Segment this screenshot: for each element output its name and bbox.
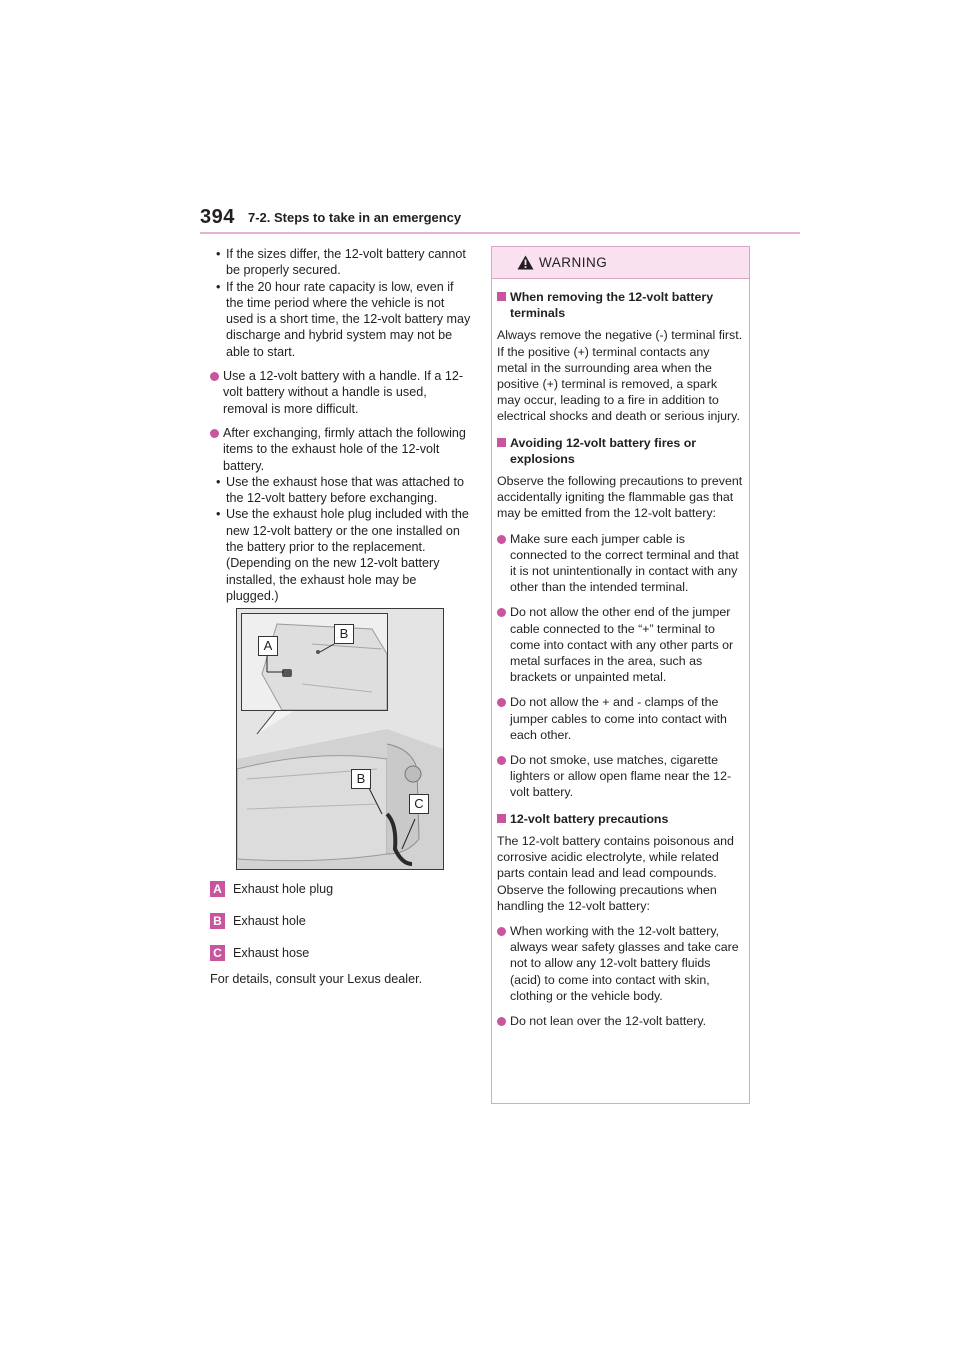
bullet-sub-text: Use the exhaust hose that was attached to the 12-volt battery before exchanging. — [226, 474, 465, 506]
warning-triangle-icon — [517, 255, 534, 270]
bullet-dot-icon — [497, 1017, 506, 1026]
warning-bullet — [497, 1013, 743, 1029]
legend-text: Exhaust hole plug — [233, 882, 334, 896]
legend-text: Exhaust hole — [233, 914, 306, 928]
warning-bullet-text: Do not allow the + and - clamps of the jumper cables to come into contact with each other. — [510, 695, 727, 742]
footer-note: For details, consult your Lexus dealer. — [210, 972, 423, 986]
warning-bullet — [497, 694, 743, 743]
warning-header — [492, 247, 749, 279]
warning-bullet-text: Make sure each jumper cable is connected to the correct terminal and that it is not unintentionally in contact with any other than the intended terminal. — [510, 531, 739, 595]
warning-body — [492, 279, 749, 1029]
warning-bullet — [497, 604, 743, 685]
bullet-dot-icon — [210, 429, 219, 438]
intro-sub-text: If the sizes differ, the 12-volt battery cannot be properly secured. — [226, 247, 466, 278]
warning-bullet — [497, 923, 743, 1004]
legend-key: B — [210, 913, 225, 929]
intro-sub-text: If the 20 hour rate capacity is low, even if the time period where the vehicle is not used is a short time, the 12-volt battery may discharge and hybrid system may not be able to start. — [226, 279, 471, 359]
warning-bullet — [497, 752, 743, 801]
callout-a: A — [258, 636, 278, 656]
bullet-sub-text: Use the exhaust hole plug included with the new 12-volt battery or the one installed on the battery prior to the replacement. (Depending on the new 12-volt battery installed, the exhaust hole may be plugged.) — [226, 507, 469, 603]
warning-bullet-text: Do not smoke, use matches, cigarette lighters or allow open flame near the 12-volt battery. — [510, 753, 732, 800]
bullet-item — [210, 368, 472, 417]
square-bullet-icon — [497, 292, 506, 301]
warning-paragraph: Observe the following precautions to prevent accidentally igniting the flammable gas that may be emitted from the 12-volt battery: — [497, 474, 743, 521]
callout-b: B — [351, 769, 371, 789]
warning-bullet-text: When working with the 12-volt battery, always wear safety glasses and take care not to allow any 12-volt battery fluids (acid) to come into contact with skin, clothing or the vehicle body. — [510, 923, 739, 1003]
square-bullet-icon — [497, 814, 506, 823]
warning-heading-text: 12-volt battery precautions — [510, 811, 669, 826]
bullet-text: Use a 12-volt battery with a handle. If a 12-volt battery without a handle is used, removal is more difficult. — [223, 369, 464, 416]
bullet-sub-item: • Use the exhaust hose that was attached to the 12-volt battery before exchanging. — [216, 474, 465, 506]
warning-heading — [497, 811, 743, 827]
bullet-text: After exchanging, firmly attach the following items to the exhaust hole of the 12-volt battery. — [223, 425, 466, 473]
callout-c: C — [409, 794, 429, 814]
intro-sub-item: • If the sizes differ, the 12-volt battery cannot be properly secured. — [216, 247, 466, 278]
battery-illustration — [236, 608, 444, 870]
left-column — [210, 246, 472, 604]
bullet-dot-icon — [497, 927, 506, 936]
warning-heading — [497, 289, 743, 321]
warning-heading-text: Avoiding 12-volt battery fires or explosions — [510, 435, 697, 466]
detail-inset — [241, 613, 388, 711]
legend-key: C — [210, 945, 225, 961]
warning-heading-text: When removing the 12-volt battery terminals — [510, 290, 714, 321]
bullet-sub-item: • Use the exhaust hole plug included with the new 12-volt battery or the one installed on the battery prior to the replacement. (Depending on the new 12-volt battery installed, the exhaust hole may be plugged.) — [216, 507, 469, 603]
warning-bullet-text: Do not allow the other end of the jumper cable connected to the “+” terminal to come into contact with any other parts or metal surfaces in the area, such as brackets or unpainted metal. — [510, 605, 734, 685]
warning-heading — [497, 435, 743, 467]
bullet-dot-icon — [497, 756, 506, 765]
header-rule — [200, 232, 800, 234]
intro-sub-item: • If the 20 hour rate capacity is low, even if the time period where the vehicle is not used is a short time, the 12-volt battery may discharge and hybrid system may not be able to start. — [216, 279, 471, 359]
page-number: 394 — [200, 206, 235, 228]
bullet-dot-icon — [497, 608, 506, 617]
square-bullet-icon — [497, 438, 506, 447]
warning-paragraph: The 12-volt battery contains poisonous and corrosive acidic electrolyte, while related parts contain lead and lead compounds. Observe the following precautions when handling the 12-volt battery: — [497, 833, 734, 913]
section-title: 7-2. Steps to take in an emergency — [248, 210, 462, 225]
legend-key: A — [210, 881, 225, 897]
bullet-item — [210, 425, 472, 474]
callout-b-inset: B — [334, 624, 354, 644]
bullet-dot-icon — [497, 535, 506, 544]
inset-drawing — [242, 614, 387, 710]
warning-bullet-text: Do not lean over the 12-volt battery. — [510, 1013, 707, 1028]
warning-paragraph: Always remove the negative (-) terminal first. If the positive (+) terminal contacts any metal in the surrounding area when the positive (+) terminal is removed, a spark may occur, leading to a fire in addition to electrical shocks and death or serious injury. — [497, 328, 743, 424]
warning-box — [491, 246, 750, 1104]
legend-text: Exhaust hose — [233, 946, 310, 960]
warning-bullet — [497, 531, 743, 596]
bullet-dot-icon — [497, 698, 506, 707]
bullet-dot-icon — [210, 372, 219, 381]
warning-title: WARNING — [539, 255, 608, 270]
